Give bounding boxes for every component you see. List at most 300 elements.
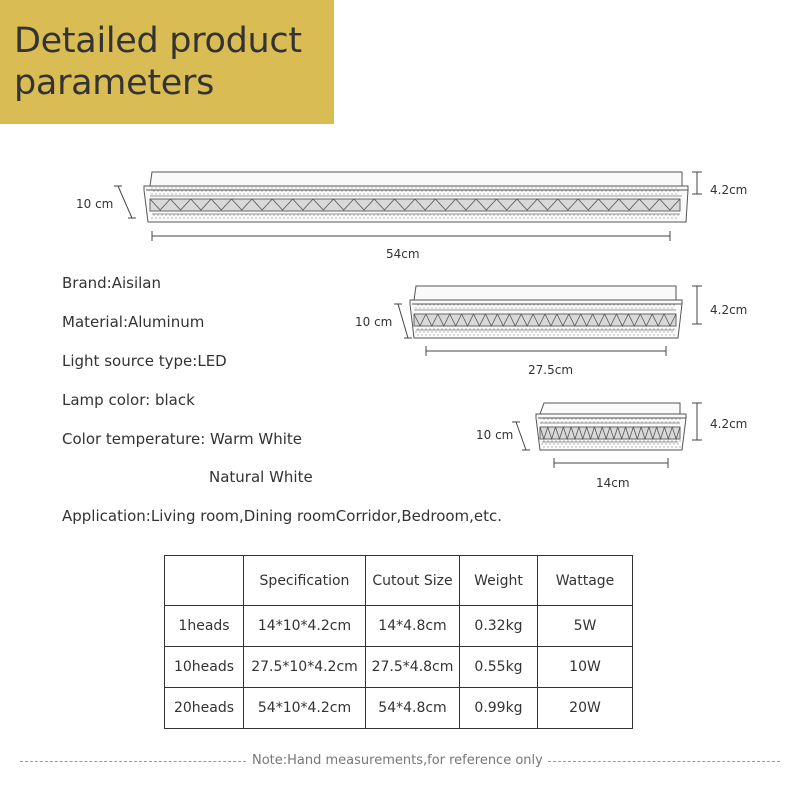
led-dot bbox=[411, 193, 412, 194]
led-dot bbox=[363, 187, 364, 188]
led-dot bbox=[547, 440, 548, 441]
led-dot bbox=[203, 193, 204, 194]
led-dot bbox=[187, 193, 188, 194]
led-dot bbox=[543, 187, 544, 188]
led-dot bbox=[505, 214, 506, 215]
led-dot bbox=[551, 307, 552, 308]
led-dot bbox=[347, 193, 348, 194]
led-dot bbox=[505, 190, 506, 191]
led-dot bbox=[197, 190, 198, 191]
led-dot bbox=[577, 334, 578, 335]
led-dot bbox=[599, 331, 600, 332]
led-dot bbox=[353, 214, 354, 215]
led-dot bbox=[443, 331, 444, 332]
led-dot bbox=[369, 190, 370, 191]
led-dot bbox=[617, 304, 618, 305]
led-dot bbox=[311, 193, 312, 194]
table-row bbox=[165, 688, 633, 729]
led-dot bbox=[415, 217, 416, 218]
led-dot bbox=[625, 190, 626, 191]
led-dot bbox=[579, 418, 580, 419]
led-dot bbox=[649, 214, 650, 215]
led-dot bbox=[291, 193, 292, 194]
led-dot bbox=[503, 193, 504, 194]
led-dot bbox=[515, 307, 516, 308]
led-dot bbox=[403, 217, 404, 218]
led-dot bbox=[585, 443, 586, 444]
led-dot bbox=[449, 190, 450, 191]
led-dot bbox=[295, 187, 296, 188]
led-dot bbox=[483, 307, 484, 308]
led-dot bbox=[541, 421, 542, 422]
led-dot bbox=[519, 187, 520, 188]
led-dot bbox=[237, 190, 238, 191]
led-dot bbox=[277, 190, 278, 191]
led-dot bbox=[643, 217, 644, 218]
led-dot bbox=[669, 304, 670, 305]
led-dot bbox=[335, 187, 336, 188]
led-dot bbox=[601, 190, 602, 191]
led-dot bbox=[215, 193, 216, 194]
led-dot bbox=[661, 190, 662, 191]
led-dot bbox=[569, 421, 570, 422]
led-dot bbox=[603, 217, 604, 218]
led-dot bbox=[419, 187, 420, 188]
led-dot bbox=[263, 193, 264, 194]
led-dot bbox=[435, 331, 436, 332]
led-dot bbox=[491, 331, 492, 332]
table-cell: 20heads bbox=[165, 688, 244, 729]
table-cell: 0.32kg bbox=[460, 606, 538, 647]
led-dot bbox=[495, 331, 496, 332]
led-dot bbox=[633, 443, 634, 444]
led-dot bbox=[181, 190, 182, 191]
led-dot bbox=[337, 214, 338, 215]
led-dot bbox=[487, 217, 488, 218]
led-dot bbox=[601, 443, 602, 444]
led-dot bbox=[649, 334, 650, 335]
led-dot bbox=[675, 187, 676, 188]
led-dot bbox=[507, 193, 508, 194]
led-dot bbox=[547, 446, 548, 447]
led-dot bbox=[163, 193, 164, 194]
led-dot bbox=[545, 421, 546, 422]
led-dot bbox=[415, 307, 416, 308]
led-dot bbox=[479, 307, 480, 308]
led-dot bbox=[675, 418, 676, 419]
led-dot bbox=[377, 214, 378, 215]
led-dot bbox=[573, 334, 574, 335]
table-cell: 0.99kg bbox=[460, 688, 538, 729]
led-dot bbox=[453, 304, 454, 305]
led-dot bbox=[351, 193, 352, 194]
led-dot bbox=[649, 421, 650, 422]
led-dot bbox=[355, 193, 356, 194]
led-dot bbox=[391, 193, 392, 194]
led-dot bbox=[221, 190, 222, 191]
led-dot bbox=[383, 193, 384, 194]
led-dot bbox=[645, 443, 646, 444]
led-dot bbox=[569, 304, 570, 305]
led-dot bbox=[531, 331, 532, 332]
led-dot bbox=[301, 190, 302, 191]
led-dot bbox=[443, 187, 444, 188]
led-dot bbox=[431, 193, 432, 194]
led-dot bbox=[441, 190, 442, 191]
led-dot bbox=[489, 304, 490, 305]
led-dot bbox=[505, 304, 506, 305]
led-dot bbox=[527, 187, 528, 188]
led-dot bbox=[481, 304, 482, 305]
led-dot bbox=[463, 187, 464, 188]
led-dot bbox=[639, 193, 640, 194]
led-dot bbox=[441, 328, 442, 329]
led-dot bbox=[667, 331, 668, 332]
led-dot bbox=[473, 304, 474, 305]
led-dot bbox=[371, 193, 372, 194]
led-dot bbox=[513, 304, 514, 305]
led-dot bbox=[511, 217, 512, 218]
led-dot bbox=[627, 217, 628, 218]
led-dot bbox=[519, 193, 520, 194]
led-dot bbox=[195, 187, 196, 188]
led-dot bbox=[339, 217, 340, 218]
led-dot bbox=[343, 193, 344, 194]
led-dot bbox=[381, 214, 382, 215]
led-dot bbox=[671, 418, 672, 419]
led-dot bbox=[439, 187, 440, 188]
led-dot bbox=[459, 307, 460, 308]
led-dot bbox=[657, 214, 658, 215]
led-dot bbox=[437, 304, 438, 305]
led-dot bbox=[439, 331, 440, 332]
led-dot bbox=[153, 190, 154, 191]
led-dot bbox=[611, 217, 612, 218]
led-dot bbox=[535, 217, 536, 218]
led-dot bbox=[285, 190, 286, 191]
led-dot bbox=[319, 193, 320, 194]
color-temperature-2-text: Natural White bbox=[209, 468, 313, 486]
led-dot bbox=[555, 446, 556, 447]
led-dot bbox=[623, 193, 624, 194]
led-dot bbox=[283, 187, 284, 188]
led-dot bbox=[319, 217, 320, 218]
led-dot bbox=[329, 214, 330, 215]
led-dot bbox=[585, 190, 586, 191]
led-dot bbox=[647, 193, 648, 194]
led-dot bbox=[617, 443, 618, 444]
led-dot bbox=[433, 190, 434, 191]
led-dot bbox=[591, 217, 592, 218]
led-dot bbox=[583, 418, 584, 419]
led-dot bbox=[595, 418, 596, 419]
led-dot bbox=[345, 190, 346, 191]
led-dot bbox=[679, 418, 680, 419]
lamp-medium-drawing bbox=[410, 286, 682, 338]
led-dot bbox=[609, 190, 610, 191]
led-dot bbox=[649, 443, 650, 444]
led-dot bbox=[481, 214, 482, 215]
led-dot bbox=[433, 214, 434, 215]
led-dot bbox=[613, 190, 614, 191]
led-dot bbox=[563, 217, 564, 218]
led-dot bbox=[513, 328, 514, 329]
led-dot bbox=[311, 187, 312, 188]
led-dot bbox=[623, 446, 624, 447]
led-dot bbox=[473, 334, 474, 335]
led-dot bbox=[665, 421, 666, 422]
led-dot bbox=[555, 307, 556, 308]
led-dot bbox=[179, 187, 180, 188]
led-dot bbox=[159, 193, 160, 194]
led-dot bbox=[157, 214, 158, 215]
led-dot bbox=[639, 331, 640, 332]
led-dot bbox=[541, 443, 542, 444]
led-dot bbox=[667, 217, 668, 218]
led-dot bbox=[501, 328, 502, 329]
led-dot bbox=[465, 214, 466, 215]
led-dot bbox=[397, 214, 398, 215]
led-dot bbox=[673, 304, 674, 305]
led-dot bbox=[391, 187, 392, 188]
led-dot bbox=[603, 446, 604, 447]
led-dot bbox=[527, 217, 528, 218]
led-dot bbox=[291, 217, 292, 218]
led-dot bbox=[639, 217, 640, 218]
led-dot bbox=[167, 217, 168, 218]
led-dot bbox=[407, 217, 408, 218]
led-dot bbox=[357, 190, 358, 191]
led-dot bbox=[589, 214, 590, 215]
table-row bbox=[165, 647, 633, 688]
led-dot bbox=[633, 421, 634, 422]
led-dot bbox=[575, 446, 576, 447]
led-dot bbox=[647, 440, 648, 441]
led-dot bbox=[299, 193, 300, 194]
led-dot bbox=[655, 187, 656, 188]
led-dot bbox=[643, 331, 644, 332]
led-dot bbox=[249, 190, 250, 191]
led-dot bbox=[561, 328, 562, 329]
led-dot bbox=[623, 217, 624, 218]
led-dot bbox=[609, 421, 610, 422]
led-dot bbox=[483, 187, 484, 188]
led-dot bbox=[441, 304, 442, 305]
led-dot bbox=[273, 214, 274, 215]
led-dot bbox=[555, 418, 556, 419]
led-dot bbox=[611, 331, 612, 332]
led-dot bbox=[619, 418, 620, 419]
led-dot bbox=[481, 328, 482, 329]
note-divider-right bbox=[548, 761, 780, 762]
led-dot bbox=[647, 446, 648, 447]
led-dot bbox=[569, 214, 570, 215]
led-dot bbox=[671, 217, 672, 218]
led-dot bbox=[655, 193, 656, 194]
led-dot bbox=[193, 190, 194, 191]
led-dot bbox=[547, 193, 548, 194]
parameters-table bbox=[164, 555, 633, 729]
led-dot bbox=[251, 193, 252, 194]
table-cell: 5W bbox=[538, 606, 633, 647]
led-dot bbox=[537, 334, 538, 335]
led-dot bbox=[383, 187, 384, 188]
led-dot bbox=[587, 440, 588, 441]
led-dot bbox=[451, 187, 452, 188]
led-dot bbox=[599, 217, 600, 218]
led-dot bbox=[621, 214, 622, 215]
led-dot bbox=[525, 328, 526, 329]
led-dot bbox=[457, 328, 458, 329]
led-dot bbox=[667, 440, 668, 441]
led-dot bbox=[563, 440, 564, 441]
led-dot bbox=[421, 214, 422, 215]
led-dot bbox=[461, 190, 462, 191]
led-dot bbox=[677, 443, 678, 444]
led-dot bbox=[275, 217, 276, 218]
led-dot bbox=[571, 193, 572, 194]
led-dot bbox=[441, 334, 442, 335]
led-dot bbox=[199, 193, 200, 194]
led-dot bbox=[509, 190, 510, 191]
led-dot bbox=[571, 331, 572, 332]
led-dot bbox=[625, 334, 626, 335]
led-dot bbox=[427, 193, 428, 194]
led-dot bbox=[455, 331, 456, 332]
led-dot bbox=[429, 304, 430, 305]
led-dot bbox=[373, 214, 374, 215]
led-dot bbox=[283, 193, 284, 194]
led-dot bbox=[471, 331, 472, 332]
led-dot bbox=[229, 214, 230, 215]
led-dot bbox=[257, 190, 258, 191]
led-dot bbox=[225, 214, 226, 215]
led-dot bbox=[663, 307, 664, 308]
led-dot bbox=[641, 304, 642, 305]
led-dot bbox=[611, 193, 612, 194]
led-dot bbox=[543, 217, 544, 218]
led-dot bbox=[327, 193, 328, 194]
led-dot bbox=[545, 443, 546, 444]
led-dot bbox=[211, 217, 212, 218]
led-dot bbox=[599, 193, 600, 194]
led-dot bbox=[279, 187, 280, 188]
led-dot bbox=[573, 421, 574, 422]
led-dot bbox=[529, 328, 530, 329]
led-dot bbox=[433, 304, 434, 305]
led-dot bbox=[473, 328, 474, 329]
led-dot bbox=[173, 214, 174, 215]
led-dot bbox=[637, 190, 638, 191]
led-dot bbox=[415, 193, 416, 194]
led-dot bbox=[467, 307, 468, 308]
led-dot bbox=[567, 440, 568, 441]
led-dot bbox=[511, 331, 512, 332]
led-dot bbox=[611, 307, 612, 308]
led-dot bbox=[647, 418, 648, 419]
led-dot bbox=[231, 193, 232, 194]
led-dot bbox=[671, 307, 672, 308]
led-dot bbox=[639, 440, 640, 441]
led-dot bbox=[293, 214, 294, 215]
led-dot bbox=[651, 307, 652, 308]
led-dot bbox=[373, 190, 374, 191]
led-dot bbox=[557, 190, 558, 191]
led-dot bbox=[315, 217, 316, 218]
led-dot bbox=[639, 187, 640, 188]
led-dot bbox=[601, 304, 602, 305]
led-dot bbox=[465, 334, 466, 335]
led-dot bbox=[451, 193, 452, 194]
led-dot bbox=[183, 217, 184, 218]
brand-text: Brand:Aisilan bbox=[62, 274, 162, 292]
led-dot bbox=[471, 217, 472, 218]
led-dot bbox=[167, 193, 168, 194]
led-dot bbox=[229, 190, 230, 191]
led-dot bbox=[543, 440, 544, 441]
led-dot bbox=[521, 328, 522, 329]
led-dot bbox=[659, 331, 660, 332]
led-dot bbox=[667, 446, 668, 447]
led-dot bbox=[495, 187, 496, 188]
led-dot bbox=[155, 217, 156, 218]
led-dot bbox=[419, 193, 420, 194]
led-dot bbox=[515, 187, 516, 188]
led-dot bbox=[177, 214, 178, 215]
led-dot bbox=[523, 217, 524, 218]
led-dot bbox=[603, 307, 604, 308]
led-dot bbox=[553, 190, 554, 191]
led-dot bbox=[375, 187, 376, 188]
led-dot bbox=[585, 214, 586, 215]
led-dot bbox=[295, 193, 296, 194]
led-dot bbox=[211, 193, 212, 194]
led-dot bbox=[539, 193, 540, 194]
led-dot bbox=[165, 190, 166, 191]
led-dot bbox=[553, 214, 554, 215]
led-dot bbox=[307, 187, 308, 188]
led-dot bbox=[651, 187, 652, 188]
led-dot bbox=[579, 193, 580, 194]
led-dot bbox=[477, 334, 478, 335]
led-dot bbox=[563, 307, 564, 308]
led-dot bbox=[531, 193, 532, 194]
led-dot bbox=[231, 217, 232, 218]
led-dot bbox=[511, 307, 512, 308]
led-dot bbox=[219, 193, 220, 194]
led-dot bbox=[551, 446, 552, 447]
led-dot bbox=[645, 304, 646, 305]
led-dot bbox=[563, 193, 564, 194]
led-dot bbox=[625, 214, 626, 215]
led-dot bbox=[437, 190, 438, 191]
led-dot bbox=[669, 214, 670, 215]
led-dot bbox=[341, 214, 342, 215]
led-dot bbox=[559, 217, 560, 218]
led-dot bbox=[323, 217, 324, 218]
led-dot bbox=[195, 217, 196, 218]
led-dot bbox=[613, 328, 614, 329]
led-dot bbox=[607, 440, 608, 441]
led-dot bbox=[581, 214, 582, 215]
led-dot bbox=[401, 214, 402, 215]
led-dot bbox=[325, 190, 326, 191]
led-dot bbox=[469, 328, 470, 329]
led-dot bbox=[589, 443, 590, 444]
led-dot bbox=[595, 187, 596, 188]
led-dot bbox=[573, 190, 574, 191]
led-dot bbox=[379, 193, 380, 194]
